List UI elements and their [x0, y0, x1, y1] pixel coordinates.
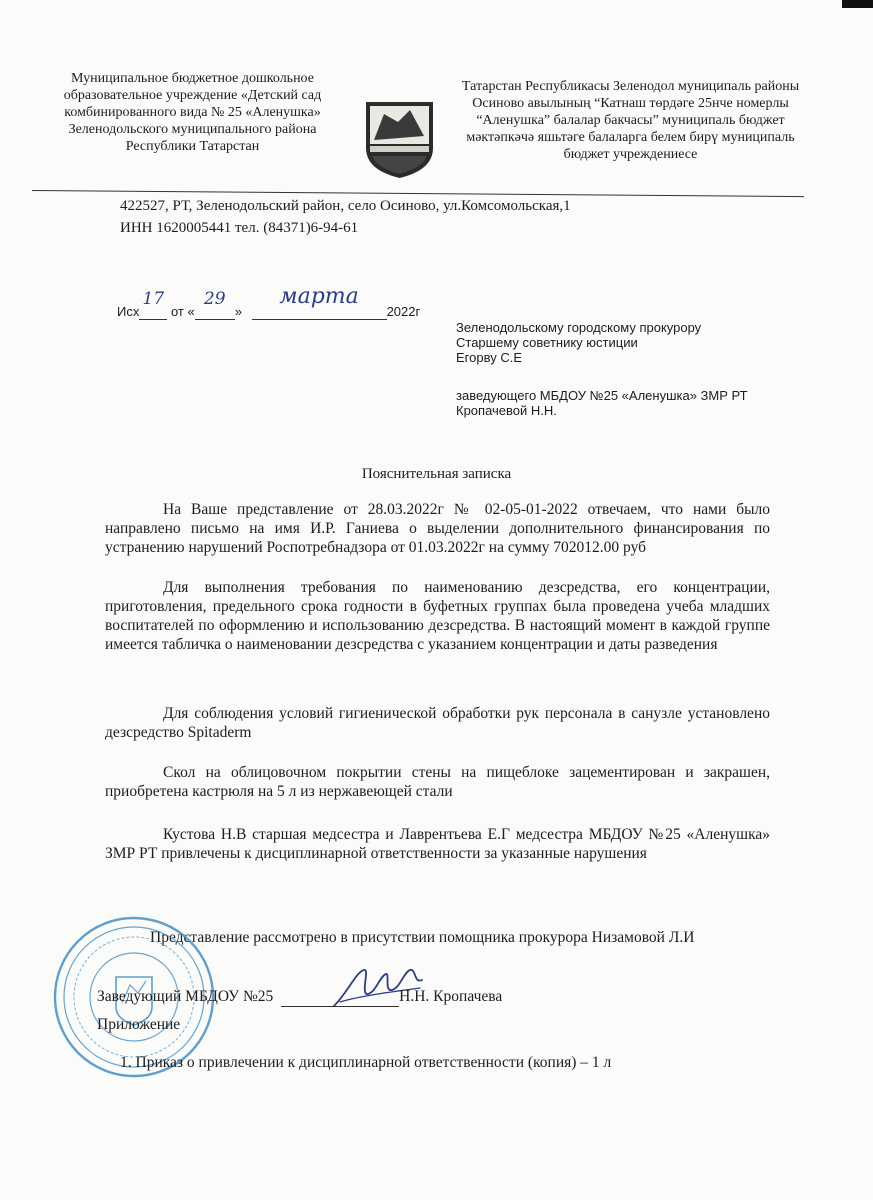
sender-block: [456, 388, 748, 418]
signature-line: [97, 988, 502, 1007]
sender-line: заведующего МБДОУ №25 «Аленушка» ЗМР РТ: [456, 388, 748, 403]
body-paragraph: Кустова Н.В старшая медсестра и Лаврентьева Е.Г медсестра МБДОУ №25 «Аленушка» ЗМР РТ привлечены к дисциплинарной ответственности за указанные нарушения: [105, 826, 770, 862]
body-paragraph: На Ваше представление от 28.03.2022г № 02-05-01-2022 отвечаем, что нами было направлено письмо на имя И.Р. Ганиева о выделении дополнительного финансирования по устранению нарушений Роспотребнадзора от 01.03.2022г на сумму 702012.00 руб: [105, 501, 770, 556]
outgoing-prefix: Исх: [117, 304, 140, 319]
coat-of-arms-icon: [362, 100, 437, 180]
outgoing-year: 2022г: [386, 304, 421, 319]
outgoing-month-field: [252, 284, 387, 320]
signature-blank: [281, 988, 399, 1007]
addressee-block: [456, 320, 701, 365]
outgoing-number-field: [139, 289, 167, 320]
org-name-tatar: Татарстан Республикасы Зеленодол муниципаль районы Осиново авылының “Катнаш төрдәге 25нче номерлы “Аленушка” балалар бакчасы” муниципаль бюджет мәктәпкәчә яшьтәге балаларга белем бирү муниципаль бюджет учреждениесе: [461, 79, 800, 162]
scan-corner-mark: [842, 0, 873, 8]
org-address: 422527, РТ, Зеленодольский район, село Осиново, ул.Комсомольская,1: [120, 198, 571, 214]
outgoing-month: марта: [279, 284, 359, 309]
org-name-russian: Муниципальное бюджетное дошкольное образовательное учреждение «Детский сад комбинированного вида № 25 «Аленушка» Зеленодольского муниципального района Республики Татарстан: [63, 71, 322, 154]
body-paragraph: Для выполнения требования по наименованию дезсредства, его концентрации, приготовления, предельного срока годности в буфетных группах была проведена учеба младших воспитателей по оформлению и использованию дезсредства. В настоящий момент в каждой группе имеется табличка о наименовании дезсредства с указанием концентрации и даты разведения: [105, 579, 770, 653]
signer-name: Н.Н. Кропачева: [399, 988, 503, 1005]
addressee-line: Зеленодольскому городскому прокурору: [456, 320, 702, 335]
body-paragraph: Представление рассмотрено в присутствии помощника прокурора Низамовой Л.И: [150, 929, 695, 946]
outgoing-number: 17: [142, 289, 165, 309]
document-title: Пояснительная записка: [361, 466, 512, 482]
attachments-heading: Приложение: [97, 1016, 181, 1033]
signer-role: Заведующий МБДОУ №25: [97, 988, 274, 1005]
outgoing-day-field: [195, 289, 235, 320]
outgoing-day: 29: [203, 289, 226, 309]
outgoing-quote: »: [234, 304, 242, 319]
outgoing-from-label: от «: [170, 304, 195, 319]
body-paragraph: Скол на облицовочном покрытии стены на пищеблоке зацементирован и закрашен, приобретена кастрюля на 5 л из нержавеющей стали: [105, 764, 770, 800]
addressee-line: Егорву С.Е: [456, 350, 522, 365]
attachment-item: 1. Приказ о привлечении к дисциплинарной ответственности (копия) – 1 л: [120, 1054, 612, 1071]
outgoing-reference: [117, 284, 421, 320]
sender-line: Кропачевой Н.Н.: [456, 403, 557, 418]
header-divider: [32, 190, 804, 197]
org-inn-phone: ИНН 1620005441 тел. (84371)6-94-61: [120, 220, 359, 236]
addressee-line: Старшему советнику юстиции: [456, 335, 638, 350]
body-paragraph: Для соблюдения условий гигиенической обработки рук персонала в санузле установлено дезсредство Spitaderm: [105, 705, 770, 741]
